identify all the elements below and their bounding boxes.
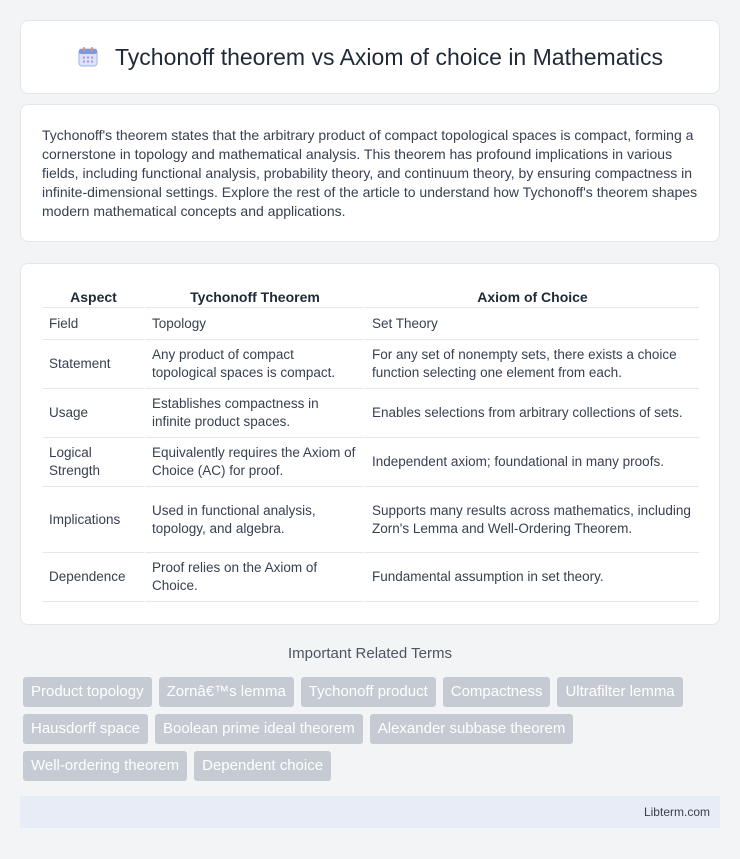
footer xyxy=(20,796,720,828)
table-row xyxy=(43,553,699,602)
row-axiom: Supports many results across mathematics, including Zorn's Lemma and Well-Ordering Theorem. xyxy=(364,487,699,553)
calendar-icon xyxy=(77,46,99,68)
related-term-tag[interactable]: Compactness xyxy=(443,677,551,707)
row-tychonoff: Establishes compactness in infinite product spaces. xyxy=(144,389,364,438)
row-axiom: Set Theory xyxy=(364,308,699,340)
title-card xyxy=(20,20,720,94)
related-term-tag[interactable]: Hausdorff space xyxy=(23,714,148,744)
related-terms-list xyxy=(23,677,723,781)
related-term-tag[interactable]: Tychonoff product xyxy=(301,677,436,707)
row-axiom: Independent axiom; foundational in many proofs. xyxy=(364,438,699,487)
row-tychonoff: Any product of compact topological spaces is compact. xyxy=(144,340,364,389)
related-term-tag[interactable]: Zornâ€™s lemma xyxy=(159,677,294,707)
related-term-tag[interactable]: Ultrafilter lemma xyxy=(557,677,682,707)
table-row xyxy=(43,340,699,389)
related-term-tag[interactable]: Product topology xyxy=(23,677,152,707)
footer-brand-link[interactable]: Libterm.com xyxy=(643,805,710,819)
comparison-table xyxy=(43,286,699,602)
table-row xyxy=(43,389,699,438)
related-term-tag[interactable]: Alexander subbase theorem xyxy=(370,714,574,744)
row-tychonoff: Topology xyxy=(144,308,364,340)
header-tychonoff: Tychonoff Theorem xyxy=(144,286,364,308)
row-aspect: Statement xyxy=(43,340,144,389)
row-tychonoff: Used in functional analysis, topology, and algebra. xyxy=(144,487,364,553)
row-axiom: Fundamental assumption in set theory. xyxy=(364,553,699,602)
row-axiom: For any set of nonempty sets, there exists a choice function selecting one element from each. xyxy=(364,340,699,389)
table-header-row xyxy=(43,286,699,308)
row-aspect: Usage xyxy=(43,389,144,438)
related-terms-title: Important Related Terms xyxy=(288,645,452,662)
intro-card xyxy=(20,104,720,242)
row-tychonoff: Proof relies on the Axiom of Choice. xyxy=(144,553,364,602)
row-aspect: Logical Strength xyxy=(43,438,144,487)
table-row xyxy=(43,438,699,487)
page-title: Tychonoff theorem vs Axiom of choice in Mathematics xyxy=(115,43,663,70)
related-term-tag[interactable]: Dependent choice xyxy=(194,751,331,781)
row-aspect: Implications xyxy=(43,487,144,553)
table-row xyxy=(43,487,699,553)
related-term-tag[interactable]: Boolean prime ideal theorem xyxy=(155,714,363,744)
table-row xyxy=(43,308,699,340)
row-aspect: Dependence xyxy=(43,553,144,602)
intro-text: Tychonoff's theorem states that the arbitrary product of compact topological spaces is compact, forming a cornerstone in topology and mathematical analysis. This theorem has profound implications in various fields, including functional analysis, probability theory, and continuum theory, by ensuring compactness in infinite-dimensional settings. Explore the rest of the article to understand how Tychonoff's theorem shapes modern mathematical concepts and applications. xyxy=(42,127,698,219)
row-aspect: Field xyxy=(43,308,144,340)
related-term-tag[interactable]: Well-ordering theorem xyxy=(23,751,187,781)
header-axiom: Axiom of Choice xyxy=(364,286,699,308)
header-aspect: Aspect xyxy=(43,286,144,308)
row-tychonoff: Equivalently requires the Axiom of Choice (AC) for proof. xyxy=(144,438,364,487)
row-axiom: Enables selections from arbitrary collections of sets. xyxy=(364,389,699,438)
comparison-card xyxy=(20,263,720,625)
